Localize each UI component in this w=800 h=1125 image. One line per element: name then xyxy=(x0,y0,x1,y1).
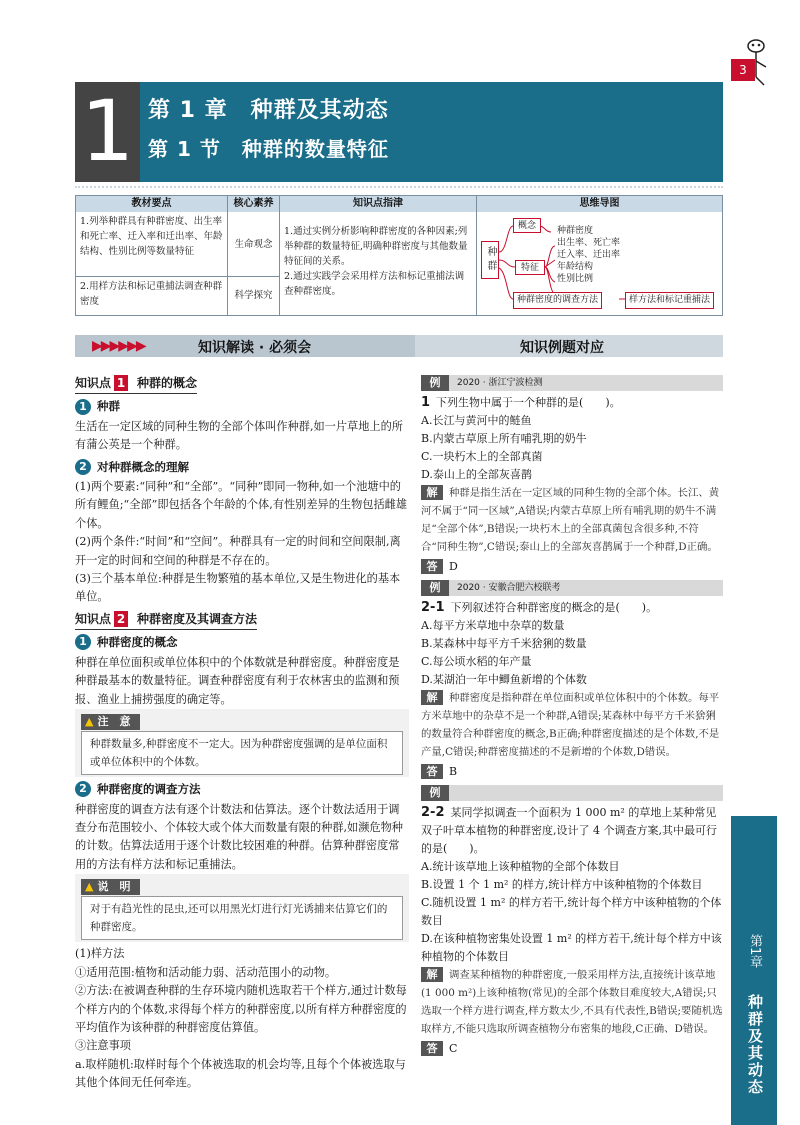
note-tag xyxy=(81,879,140,895)
left-column xyxy=(75,372,409,1093)
subheading-text: 种群密度的概念 xyxy=(97,635,178,650)
chapter-side-tab xyxy=(731,816,777,1125)
note-text: 对于有趋光性的昆虫,还可以用黑光灯进行灯光诱捕来估算它们的种群密度。 xyxy=(81,896,403,940)
option: A.长江与黄河中的鲢鱼 xyxy=(421,414,532,427)
subheading xyxy=(75,458,409,476)
example-tag xyxy=(421,375,723,391)
note-tag xyxy=(81,714,140,730)
subheading-text: 种群 xyxy=(97,399,120,414)
example-label: 例 xyxy=(421,580,449,596)
option: B.内蒙古草原上所有哺乳期的奶牛 xyxy=(421,432,587,445)
answer xyxy=(421,1040,723,1058)
explanation-text: 种群密度是指种群在单位面积或单位体积中的个体数。每平方米草地中的杂草不是一个种群,A错误;某森林中每平方千米猞猁的数量符合种群密度的概念,B正确;种群密度描述的是个体数,不是产量,C错误;种群密度描述的不是新增的个体数,D错误。 xyxy=(421,692,720,758)
question-text: 下列生物中属于一个种群的是( )。 xyxy=(436,396,621,409)
header-divider xyxy=(75,186,723,191)
side-chapter: 第1章 xyxy=(747,934,762,969)
warning-icon: ▲ xyxy=(85,714,94,728)
note-tag-text: 注 意 xyxy=(97,714,131,728)
example-source: 2020 · 安徽合肥六校联考 xyxy=(457,583,561,593)
map-concept: 概念 xyxy=(513,218,541,233)
answer-text: C xyxy=(449,1042,458,1055)
question-number: 2-2 xyxy=(421,805,445,820)
circle-number-icon: 2 xyxy=(75,459,91,475)
map-feature: 特征 xyxy=(515,260,545,275)
option: D.在该种植物密集处设置 1 m² 的样方若干,统计每个样方中该种植物的个体数目 xyxy=(421,932,722,963)
map-item: 性别比例 xyxy=(557,274,594,284)
header-mindmap: 思维导图 xyxy=(477,196,722,212)
kp-title: 种群密度及其调查方法 xyxy=(137,611,258,626)
explanation xyxy=(421,689,723,761)
explanation-label: 解 xyxy=(421,967,443,982)
answer xyxy=(421,558,723,576)
example-source: 2020 · 浙江宁波检测 xyxy=(457,378,543,388)
answer-text: B xyxy=(449,765,458,778)
map-item: 出生率、死亡率 xyxy=(557,238,621,248)
option: A.统计该草地上该种植物的全部个体数目 xyxy=(421,860,620,873)
warning-icon: ▲ xyxy=(85,879,94,893)
paragraph: 种群密度的调查方法有逐个计数法和估算法。逐个计数法适用于调查分布范围较小、个体较大或个体大而数量有限的种群,如濒危物种的计数。估算法适用于逐个计数比较困难的种群。估算种群密度常用的方法有样方法和标记重捕法。 xyxy=(75,802,403,871)
literacy-1: 生命观念 xyxy=(228,212,280,277)
header-points: 教材要点 xyxy=(76,196,228,212)
paragraph: ③注意事项 xyxy=(75,1039,131,1053)
paragraph: (3)三个基本单位:种群是生物繁殖的基本单位,又是生物进化的基本单位。 xyxy=(75,572,401,604)
literacy-2: 科学探究 xyxy=(228,277,280,315)
paragraph: ②方法:在被调查种群的生存环境内随机选取若干个样方,通过计数每个样方内的个体数,求得每个样方的种群密度,以所有样方种群密度的平均值作为该种群的种群密度估算值。 xyxy=(75,984,407,1034)
option: C.每公顷水稻的年产量 xyxy=(421,655,532,668)
map-methods: 样方法和标记重捕法 xyxy=(625,292,714,309)
kp-number: 2 xyxy=(114,611,128,627)
option: A.每平方米草地中杂草的数量 xyxy=(421,619,565,632)
answer xyxy=(421,763,723,781)
tip-2: 2.通过实践学会采用样方法和标记重捕法调查种群密度。 xyxy=(284,271,465,297)
option: D.泰山上的全部灰喜鹊 xyxy=(421,468,532,481)
answer-label: 答 xyxy=(421,1041,443,1056)
circle-number-icon: 1 xyxy=(75,634,91,650)
tips-cell xyxy=(280,212,477,315)
right-column xyxy=(421,373,723,1058)
map-item: 种群密度 xyxy=(557,226,594,236)
question xyxy=(421,804,723,858)
answer-label: 答 xyxy=(421,764,443,779)
option: C.一块朽木上的全部真菌 xyxy=(421,450,543,463)
explanation-text: 种群是指生活在一定区域的同种生物的全部个体。长江、黄河不属于“同一区域”,A错误;内蒙古草原上所有哺乳期的奶牛不满足“全部个体”,B错误;一块朽木上的全部真菌包含很多种,不符合“同种生物”,C错误;泰山上的全部灰喜鹊属于一个种群,D正确。 xyxy=(421,487,720,553)
explanation-label: 解 xyxy=(421,690,443,705)
option: C.随机设置 1 m² 的样方若干,统计每个样方中该种植物的个体数目 xyxy=(421,896,722,927)
tip-1: 1.通过实例分析影响种群密度的各种因素;列举种群的数量特征,明确种群密度与其他数量特征间的关系。 xyxy=(284,226,468,267)
note-box xyxy=(75,874,409,942)
map-root: 种群 xyxy=(481,241,499,279)
circle-number-icon: 1 xyxy=(75,399,91,415)
kp-label: 知识点 xyxy=(75,376,112,390)
subheading-text: 对种群概念的理解 xyxy=(97,459,189,474)
mascot-icon xyxy=(742,37,772,87)
option: B.某森林中每平方千米猞猁的数量 xyxy=(421,637,587,650)
subheading xyxy=(75,633,409,651)
note-box xyxy=(75,709,409,777)
header-literacy: 核心素养 xyxy=(228,196,280,212)
arrows-icon: ▶▶▶▶▶▶ xyxy=(92,338,145,354)
example-tag xyxy=(421,785,723,801)
subheading xyxy=(75,780,409,798)
note-tag-text: 说 明 xyxy=(97,879,131,893)
answer-label: 答 xyxy=(421,559,443,574)
header-tips: 知识点指津 xyxy=(280,196,477,212)
kp-title: 种群的概念 xyxy=(137,376,198,390)
band-right-title: 知识例题对应 xyxy=(520,340,604,356)
circle-number-icon: 2 xyxy=(75,781,91,797)
kp-label: 知识点 xyxy=(75,611,112,626)
paragraph: 种群在单位面积或单位体积中的个体数就是种群密度。种群密度是种群最基本的数量特征。调查种群密度有利于农林害虫的监测和预报、渔业上捕捞强度的确定等。 xyxy=(75,655,400,706)
mind-map xyxy=(477,212,722,315)
chapter-title: 第 1 章 种群及其动态 xyxy=(148,98,389,123)
map-survey: 种群密度的调查方法 xyxy=(513,292,602,309)
map-items xyxy=(557,225,620,285)
paragraph: (2)两个条件:“时间”和“空间”。种群具有一定的时间和空间限制,离开一定的时间和空间的种群是不存在的。 xyxy=(75,535,401,567)
question-text: 某同学拟调查一个面积为 1 000 m² 的草地上某种常见双子叶草本植物的种群密度,设计了 4 个调查方案,其中最可行的是( )。 xyxy=(421,806,717,855)
note-text: 种群数量多,种群密度不一定大。因为种群密度强调的是单位面积或单位体积中的个体数。 xyxy=(81,731,403,775)
kp-number: 1 xyxy=(114,375,128,391)
example-label: 例 xyxy=(421,785,449,801)
subheading xyxy=(75,397,409,415)
explanation xyxy=(421,966,723,1038)
band-left-title: 知识解读 · 必须会 xyxy=(198,340,312,356)
example-tag xyxy=(421,580,723,596)
paragraph: (1)样方法 xyxy=(75,947,125,961)
map-item: 年龄结构 xyxy=(557,262,594,272)
example-label: 例 xyxy=(421,375,449,391)
section-title: 第 1 节 种群的数量特征 xyxy=(148,137,389,161)
page-number: 3 xyxy=(731,59,755,81)
paragraph: a.取样随机:取样时每个个体被选取的机会均等,且每个个体被选取与其他个体间无任何牵连。 xyxy=(75,1057,406,1090)
option: D.某湖泊一年中鲫鱼新增的个体数 xyxy=(421,673,587,686)
paragraph: ①适用范围:植物和活动能力弱、活动范围小的动物。 xyxy=(75,965,337,979)
map-item: 迁入率、迁出率 xyxy=(557,250,621,260)
side-title: 种群及其动态 xyxy=(746,994,764,1096)
question xyxy=(421,394,723,412)
answer-text: D xyxy=(449,560,458,573)
subheading-text: 种群密度的调查方法 xyxy=(97,782,201,797)
knowledge-point-1 xyxy=(75,374,409,394)
question-text: 下列叙述符合种群密度的概念的是( )。 xyxy=(450,601,658,614)
explanation xyxy=(421,484,723,556)
explanation-label: 解 xyxy=(421,485,443,500)
overview-table xyxy=(75,195,723,316)
point-1: 1.列举种群具有种群密度、出生率和死亡率、迁入率和迁出率、年龄结构、性别比例等数量特征 xyxy=(76,212,228,277)
question xyxy=(421,599,723,617)
paragraph: (1)两个要素:“同种”和“全部”。“同种”即同一物种,如一个池塘中的所有鲤鱼;“全部”即包括各个年龄的个体,有性别差异的生物包括雌雄个体。 xyxy=(75,480,408,530)
explanation-text: 调查某种植物的种群密度,一般采用样方法,直接统计该草地(1 000 m²)上该种植物(常见)的全部个体数目难度较大,A错误;只选取一个样方进行调查,样方数太少,不具有代表性,B错误;要随机选取样方,不能只选取所调查植物分布密集的地段,C正确、D错误。 xyxy=(421,969,723,1035)
question-number: 1 xyxy=(421,395,431,410)
knowledge-point-2 xyxy=(75,610,409,630)
question-number: 2-1 xyxy=(421,600,445,615)
chapter-number: 1 xyxy=(75,82,140,182)
option: B.设置 1 个 1 m² 的样方,统计样方中该种植物的个体数目 xyxy=(421,878,703,891)
point-2: 2.用样方法和标记重捕法调查种群密度 xyxy=(76,277,228,315)
paragraph: 生活在一定区域的同种生物的全部个体叫作种群,如一片草地上的所有蒲公英是一个种群。 xyxy=(75,419,403,452)
